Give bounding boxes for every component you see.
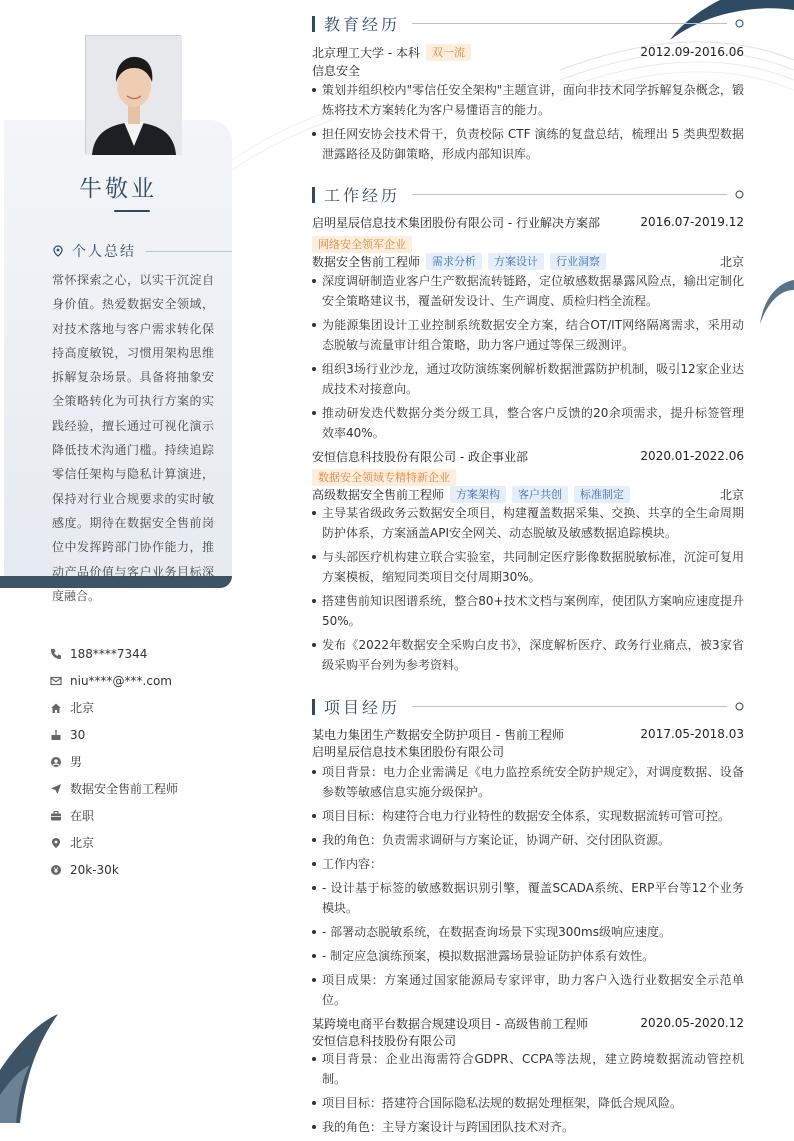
job-role-row — [312, 252, 744, 270]
list-item: 项目成果：方案通过国家能源局专家评审，助力客户入选行业数据安全示范单位。 — [312, 970, 744, 1010]
section-marker — [312, 187, 315, 203]
profile-photo — [85, 35, 181, 154]
job-city: 北京 — [719, 487, 744, 502]
list-item: 推动研发迭代数据分类分级工具，整合客户反馈的20余项需求，提升标签管理效率40%。 — [312, 403, 744, 443]
list-item: 项目背景：企业出海需符合GDPR、CCPA等法规，建立跨境数据流动管控机制。 — [312, 1049, 744, 1089]
summary-text: 常怀探索之心，以实干沉淀自身价值。热爱数据安全领域，对技术落地与客户需求转化保持高度敏锐，习惯用架构思维拆解复杂场景。具备将抽象安全策略转化为可执行方案的实践经验，擅长通过可视化演示降低技术沟通门槛。持续追踪零信任架构与隐私计算演进，保持对行业合规要求的实时敏感度。期待在数据安全售前岗位中发挥跨部门协作能力，推动产品价值与客户业务目标深度融合。 — [52, 273, 214, 603]
project-date: 2020.05-2020.12 — [640, 1016, 744, 1030]
briefcase-icon — [50, 810, 62, 822]
contact-email — [50, 667, 230, 694]
education-date: 2012.09-2016.06 — [640, 45, 744, 59]
projects-section-header — [312, 695, 744, 718]
list-item: 发布《2022年数据安全采购白皮书》，深度解析医疗、政务行业痛点，被3家省级采购平台列为参考资料。 — [312, 635, 744, 675]
contact-age — [50, 721, 230, 748]
education-bullets — [312, 80, 744, 168]
job-city: 北京 — [719, 254, 744, 269]
contact-salary — [50, 856, 230, 883]
location-pin-icon — [52, 245, 64, 257]
right-wave-decoration — [750, 276, 794, 326]
list-item: 为能源集团设计工业控制系统数据安全方案，结合OT/IT网络隔离需求，采用动态脱敏与流量审计组合策略，助力客户通过等保三级测评。 — [312, 315, 744, 355]
bottom-left-wave-decoration — [0, 1010, 70, 1123]
summary-header — [52, 241, 232, 261]
job-role: 高级数据安全售前工程师 — [312, 487, 445, 502]
school-name: 北京理工大学 - 本科 — [312, 45, 420, 60]
contact-residence — [50, 694, 230, 721]
project-name: 某跨境电商平台数据合规建设项目 - 高级售前工程师 — [312, 1016, 588, 1031]
contact-position — [50, 775, 230, 802]
education-row — [312, 43, 744, 61]
job-role: 数据安全售前工程师 — [312, 254, 421, 269]
cake-icon — [50, 729, 62, 741]
summary-divider — [146, 251, 232, 252]
mail-icon — [50, 675, 62, 687]
contact-phone — [50, 640, 230, 667]
list-item: 策划并组织校内"零信任安全架构"主题宣讲，面向非技术同学拆解复杂概念，锻炼将技术方案转化为客户易懂语言的能力。 — [312, 80, 744, 120]
list-item: 项目目标：构建符合电力行业特性的数据安全体系，实现数据流转可管可控。 — [312, 806, 744, 826]
contact-text: 男 — [70, 755, 83, 769]
project-date: 2017.05-2018.03 — [640, 727, 744, 741]
company-tag-line — [312, 235, 412, 253]
list-item: - 部署动态脱敏系统，在数据查询场景下实现300ms级响应速度。 — [312, 922, 744, 942]
summary-title: 个人总结 — [72, 244, 136, 260]
contact-target-city — [50, 829, 230, 856]
section-title: 项目经历 — [324, 698, 401, 717]
job-bullets — [312, 503, 744, 679]
list-item: 与头部医疗机构建立联合实验室，共同制定医疗影像数据脱敏标准，沉淀可复用方案模板，缩短同类项目交付周期30%。 — [312, 547, 744, 587]
contact-list — [50, 640, 230, 883]
contact-text: 在职 — [70, 809, 95, 823]
list-item: 深度调研制造业客户生产数据流转链路，定位敏感数据暴露风险点，输出定制化安全策略建议书，覆盖研发设计、生产调度、质检归档全流程。 — [312, 271, 744, 311]
skill-tag: 客户共创 — [512, 486, 568, 503]
pin-icon — [735, 702, 744, 711]
company-tag-line — [312, 468, 456, 486]
section-divider — [412, 706, 727, 707]
job-company: 启明星辰信息技术集团股份有限公司 - 行业解决方案部 — [312, 215, 600, 230]
pin-icon — [735, 190, 744, 199]
project-name: 某电力集团生产数据安全防护项目 - 售前工程师 — [312, 727, 564, 742]
list-item: 我的角色：负责需求调研与方案论证，协调产研、交付团队资源。 — [312, 830, 744, 850]
project-row — [312, 1014, 744, 1032]
contact-text: 30 — [70, 727, 86, 742]
job-date: 2020.01-2022.06 — [640, 449, 744, 463]
location-icon — [50, 837, 62, 849]
section-title: 工作经历 — [324, 186, 401, 205]
job-date: 2016.07-2019.12 — [640, 215, 744, 229]
send-icon — [50, 783, 62, 795]
section-divider — [412, 23, 727, 24]
contact-text: 北京 — [70, 701, 95, 715]
gender-icon — [50, 756, 62, 768]
education-section-header — [312, 12, 744, 35]
name-underline — [114, 210, 150, 212]
contact-text: 188****7344 — [70, 646, 148, 661]
work-section-header — [312, 183, 744, 206]
contact-text: 20k-30k — [70, 862, 119, 877]
job-row — [312, 213, 744, 231]
company-tag: 数据安全领域专精特新企业 — [312, 469, 456, 486]
job-role-row — [312, 485, 744, 503]
project-bullets — [312, 762, 744, 1014]
contact-gender — [50, 748, 230, 775]
list-item: 项目目标：搭建符合国际隐私法规的数据处理框架，降低合规风险。 — [312, 1093, 744, 1113]
section-divider — [412, 194, 727, 195]
section-marker — [312, 699, 315, 715]
list-item: - 设计基于标签的敏感数据识别引擎，覆盖SCADA系统、ERP平台等12个业务模块。 — [312, 878, 744, 918]
list-item: 项目背景：电力企业需满足《电力监控系统安全防护规定》，对调度数据、设备参数等敏感信息实施分级保护。 — [312, 762, 744, 802]
contact-text: 北京 — [70, 836, 95, 850]
section-marker — [312, 16, 315, 32]
list-item: 我的角色：主导方案设计与跨国团队技术对齐。 — [312, 1117, 744, 1137]
avatar — [86, 36, 182, 155]
project-row — [312, 725, 744, 743]
contact-status — [50, 802, 230, 829]
list-item: 担任网安协会技术骨干，负责校际 CTF 演练的复盘总结，梳理出 5 类典型数据泄露路径及防御策略，形成内部知识库。 — [312, 124, 744, 164]
section-title: 教育经历 — [324, 15, 401, 34]
skill-tag: 方案架构 — [450, 486, 506, 503]
skill-tag: 行业洞察 — [550, 253, 606, 270]
education-major: 信息安全 — [312, 64, 361, 78]
candidate-name: 牛敬业 — [79, 176, 157, 202]
project-company: 启明星辰信息技术集团股份有限公司 — [312, 745, 505, 759]
list-item: 组织3场行业沙龙，通过攻防演练案例解析数据泄露防护机制，吸引12家企业达成技术对接意向。 — [312, 359, 744, 399]
skill-tag: 方案设计 — [488, 253, 544, 270]
list-item: - 制定应急演练预案，模拟数据泄露场景验证防护体系有效性。 — [312, 946, 744, 966]
company-tag: 网络安全领军企业 — [312, 236, 412, 253]
home-icon — [50, 702, 62, 714]
project-bullets — [312, 1049, 744, 1141]
list-item: 搭建售前知识图谱系统，整合80+技术文档与案例库，使团队方案响应速度提升50%。 — [312, 591, 744, 631]
phone-icon — [50, 648, 62, 660]
project-company: 安恒信息科技股份有限公司 — [312, 1034, 457, 1048]
job-row — [312, 447, 744, 465]
contact-text: niu****@***.com — [70, 673, 172, 688]
school-tag: 双一流 — [426, 44, 471, 61]
pin-icon — [735, 19, 744, 28]
contact-text: 数据安全售前工程师 — [70, 782, 179, 796]
list-item: 工作内容： — [312, 854, 744, 874]
list-item: 主导某省级政务云数据安全项目，构建覆盖数据采集、交换、共享的全生命周期防护体系，方案涵盖API安全网关、动态脱敏及敏感数据追踪模块。 — [312, 503, 744, 543]
skill-tag: 需求分析 — [426, 253, 482, 270]
salary-icon — [50, 864, 62, 876]
job-company: 安恒信息科技股份有限公司 - 政企事业部 — [312, 449, 528, 464]
job-bullets — [312, 271, 744, 447]
skill-tag: 标准制定 — [574, 486, 630, 503]
